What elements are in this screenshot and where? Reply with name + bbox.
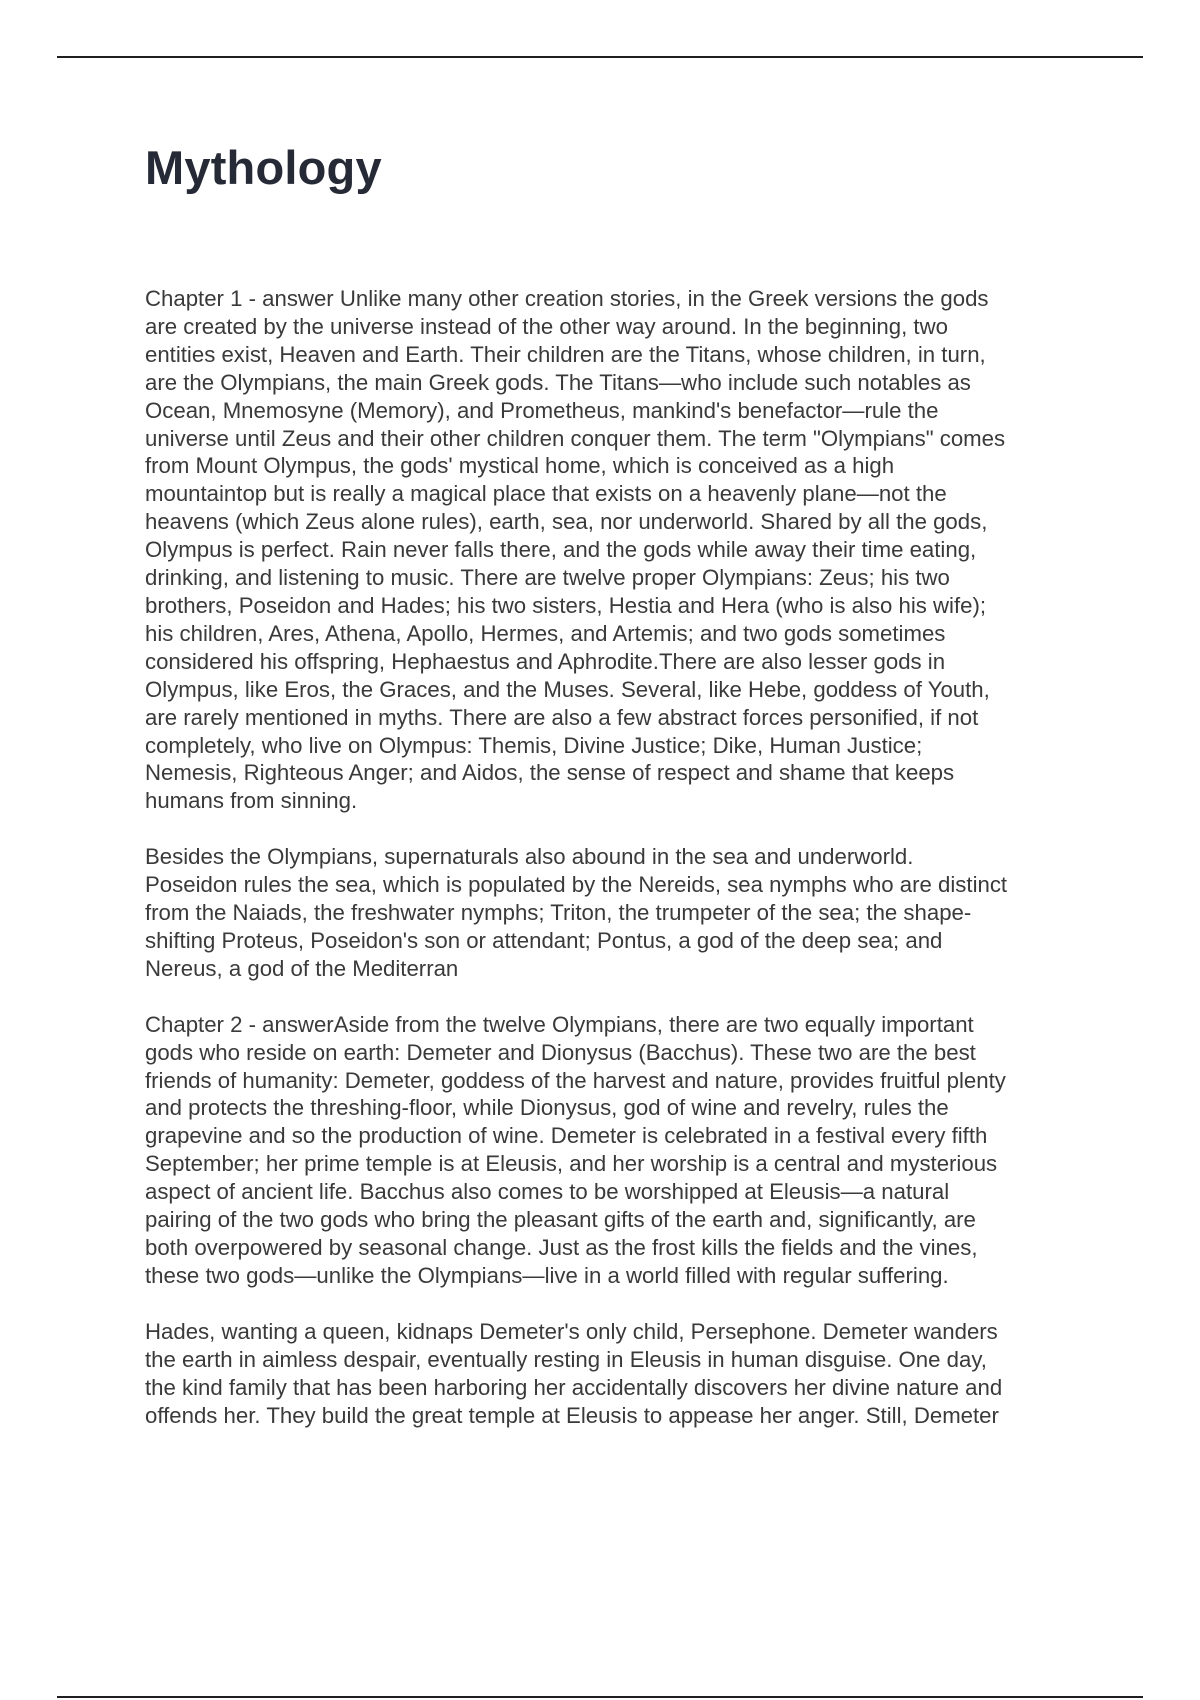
- document-body: [145, 285, 1090, 1457]
- text-line: considered his offspring, Hephaestus and Aphrodite.There are also lesser gods in: [145, 648, 946, 674]
- text-line: both overpowered by seasonal change. Just as the frost kills the fields and the vines,: [145, 1235, 978, 1260]
- paragraph: [145, 1318, 1090, 1430]
- text-line: brothers, Poseidon and Hades; his two sisters, Hestia and Hera (who is also his wife);: [145, 592, 987, 618]
- text-line: are rarely mentioned in myths. There are also a few abstract forces personified, if not: [145, 704, 979, 730]
- text-line: September; her prime temple is at Eleusis, and her worship is a central and mysterious: [145, 1151, 998, 1177]
- text-line: drinking, and listening to music. There are twelve proper Olympians: Zeus; his two: [145, 565, 950, 591]
- text-line: the kind family that has been harboring her accidentally discovers her divine nature and: [145, 1374, 1003, 1400]
- text-line: Olympus is perfect. Rain never falls there, and the gods while away their time eating,: [145, 537, 977, 563]
- text-line: from Mount Olympus, the gods' mystical home, which is conceived as a high: [145, 453, 895, 479]
- text-line: Ocean, Mnemosyne (Memory), and Prometheus, mankind's benefactor—rule the: [145, 397, 939, 423]
- text-line: these two gods—unlike the Olympians—live in a world filled with regular suffering.: [145, 1262, 949, 1288]
- text-line: aspect of ancient life. Bacchus also comes to be worshipped at Eleusis—a natural: [145, 1179, 950, 1205]
- text-line: offends her. They build the great temple at Eleusis to appease her anger. Still, Demeter: [145, 1402, 999, 1428]
- top-rule: [57, 56, 1143, 58]
- text-line: friends of humanity: Demeter, goddess of the harvest and nature, provides fruitful plenty: [145, 1067, 1006, 1093]
- text-line: shifting Proteus, Poseidon's son or attendant; Pontus, a god of the deep sea; and: [145, 927, 943, 953]
- text-line: mountaintop but is really a magical place that exists on a heavenly plane—not the: [145, 481, 947, 507]
- paragraph: [145, 843, 1090, 983]
- text-line: Chapter 1 - answer Unlike many other creation stories, in the Greek versions the gods: [145, 286, 989, 311]
- text-line: entities exist, Heaven and Earth. Their children are the Titans, whose children, in turn,: [145, 341, 986, 367]
- text-line: completely, who live on Olympus: Themis, Divine Justice; Dike, Human Justice;: [145, 732, 923, 758]
- text-line: his children, Ares, Athena, Apollo, Hermes, and Artemis; and two gods sometimes: [145, 620, 946, 646]
- text-line: universe until Zeus and their other children conquer them. The term "Olympians" comes: [145, 425, 1006, 451]
- paragraph: [145, 1011, 1090, 1290]
- text-line: Besides the Olympians, supernaturals also abound in the sea and underworld.: [145, 844, 914, 870]
- text-line: Nereus, a god of the Mediterran: [145, 955, 459, 981]
- text-line: gods who reside on earth: Demeter and Dionysus (Bacchus). These two are the best: [145, 1039, 976, 1065]
- text-line: grapevine and so the production of wine. Demeter is celebrated in a festival every fifth: [145, 1123, 988, 1149]
- text-line: Poseidon rules the sea, which is populated by the Nereids, sea nymphs who are distinct: [145, 872, 1008, 898]
- text-line: are the Olympians, the main Greek gods. The Titans—who include such notables as: [145, 369, 971, 395]
- paragraph: [145, 285, 1090, 815]
- text-line: Chapter 2 - answerAside from the twelve Olympians, there are two equally important: [145, 1011, 974, 1037]
- bottom-rule: [57, 1696, 1143, 1698]
- text-line: humans from sinning.: [145, 788, 358, 814]
- text-line: the earth in aimless despair, eventually resting in Eleusis in human disguise. One day,: [145, 1346, 987, 1372]
- text-line: pairing of the two gods who bring the pleasant gifts of the earth and, significantly, are: [145, 1207, 976, 1233]
- text-line: Olympus, like Eros, the Graces, and the Muses. Several, like Hebe, goddess of Youth,: [145, 676, 990, 702]
- page-title: Mythology: [145, 141, 382, 194]
- text-line: Hades, wanting a queen, kidnaps Demeter's only child, Persephone. Demeter wanders: [145, 1318, 998, 1344]
- text-line: heavens (which Zeus alone rules), earth, sea, nor underworld. Shared by all the gods,: [145, 509, 988, 535]
- text-line: Nemesis, Righteous Anger; and Aidos, the sense of respect and shame that keeps: [145, 760, 955, 786]
- text-line: are created by the universe instead of the other way around. In the beginning, two: [145, 313, 948, 339]
- text-line: and protects the threshing-floor, while Dionysus, god of wine and revelry, rules the: [145, 1095, 949, 1121]
- text-line: from the Naiads, the freshwater nymphs; Triton, the trumpeter of the sea; the shape-: [145, 900, 972, 926]
